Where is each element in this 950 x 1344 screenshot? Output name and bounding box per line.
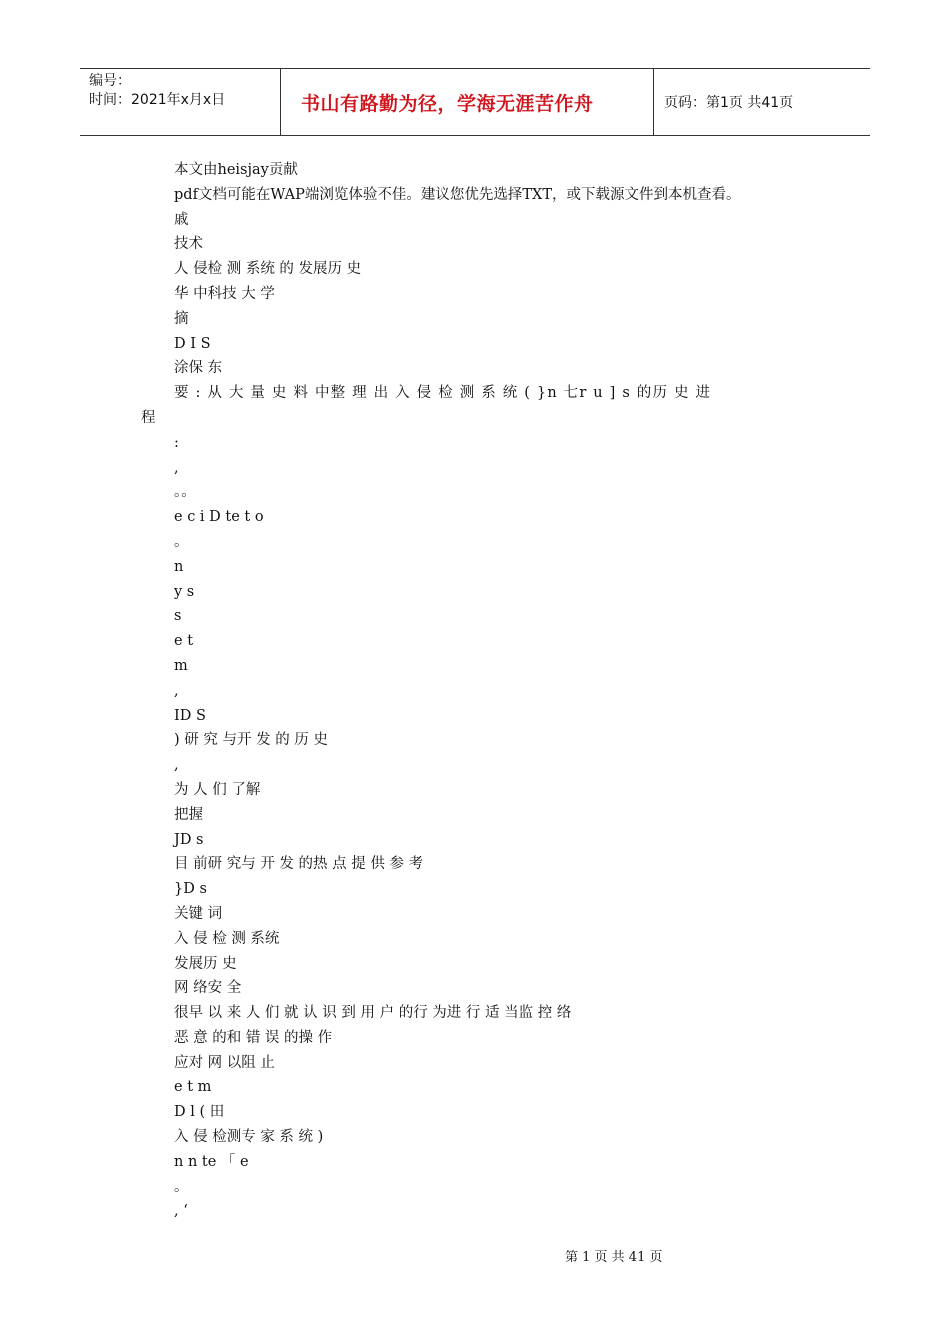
text-line: m xyxy=(174,657,188,674)
text-line: 本文由heisjay贡献 xyxy=(174,162,298,178)
time-label: 时间：2021年x月x日 xyxy=(89,92,226,108)
text-line: 。 xyxy=(174,1178,189,1195)
text-line: 应对 网 以阻 止 xyxy=(174,1054,275,1071)
page-footer: 第 1 页 共 41 页 xyxy=(565,1250,663,1265)
header-meta xyxy=(80,69,281,135)
text-line: 很早 以 来 人 们 就 认 识 到 用 户 的行 为进 行 适 当监 控 络 xyxy=(174,1005,572,1022)
text-line: 目 前研 究与 开 发 的热 点 提 供 参 考 xyxy=(174,856,424,873)
number-label: 编号： xyxy=(89,73,131,89)
text-line: 恶 意 的和 错 误 的操 作 xyxy=(174,1029,333,1046)
text-line: 入 侵 检测专 家 系 统 ) xyxy=(174,1129,324,1146)
text-line: 涂保 东 xyxy=(174,360,223,377)
text-line: 人 侵检 测 系统 的 发展历 史 xyxy=(174,261,362,278)
text-line: , xyxy=(174,682,179,699)
text-line: ) 研 究 与开 发 的 历 史 xyxy=(174,732,328,749)
text-line: s xyxy=(174,608,182,625)
text-line: e c i D te t o xyxy=(174,509,264,526)
text-line: 戚 xyxy=(174,211,189,228)
text-line: 华 中科技 大 学 xyxy=(174,285,275,302)
text-line: JD s xyxy=(174,831,204,848)
text-line: e t xyxy=(174,633,194,650)
text-line: n n te 「 e xyxy=(174,1153,249,1170)
header-page-info: 页码：第1页 共41页 xyxy=(664,95,794,111)
text-line: 。 xyxy=(174,533,189,550)
text-line: , xyxy=(174,757,179,774)
text-line: D l ( 田 xyxy=(174,1104,225,1121)
text-line: 程 xyxy=(141,409,156,426)
text-line: , xyxy=(174,459,179,476)
text-line: 把握 xyxy=(174,806,203,823)
text-line: 。。 xyxy=(174,484,196,501)
text-line: D I S xyxy=(174,335,211,352)
page-header xyxy=(80,68,870,136)
text-line: y s xyxy=(174,583,195,600)
text-line: 为 人 们 了解 xyxy=(174,781,261,798)
document-body xyxy=(0,158,950,1224)
text-line: 摘 xyxy=(174,310,189,327)
text-line: ID S xyxy=(174,707,206,724)
text-line: 入 侵 检 测 系统 xyxy=(174,930,280,947)
text-line: : xyxy=(174,434,179,451)
text-line: n xyxy=(174,558,184,575)
text-line: , ‘ xyxy=(174,1203,188,1220)
text-line: e t m xyxy=(174,1079,212,1096)
text-line: 关键 词 xyxy=(174,905,223,922)
text-line: 要 : 从 大 量 史 料 中整 理 出 入 侵 检 测 系 统 ( }n 七r u ] s 的历 史 进 xyxy=(174,385,712,402)
text-line: }D s xyxy=(174,881,207,898)
text-line: 网 络安 全 xyxy=(174,980,242,997)
text-line: 技术 xyxy=(174,236,203,253)
header-motto: 书山有路勤为径，学海无涯苦作舟 xyxy=(281,69,654,135)
text-line: 发展历 史 xyxy=(174,955,237,972)
text-line: pdf文档可能在WAP端浏览体验不佳。建议您优先选择TXT，或下载源文件到本机查看。 xyxy=(174,186,741,203)
